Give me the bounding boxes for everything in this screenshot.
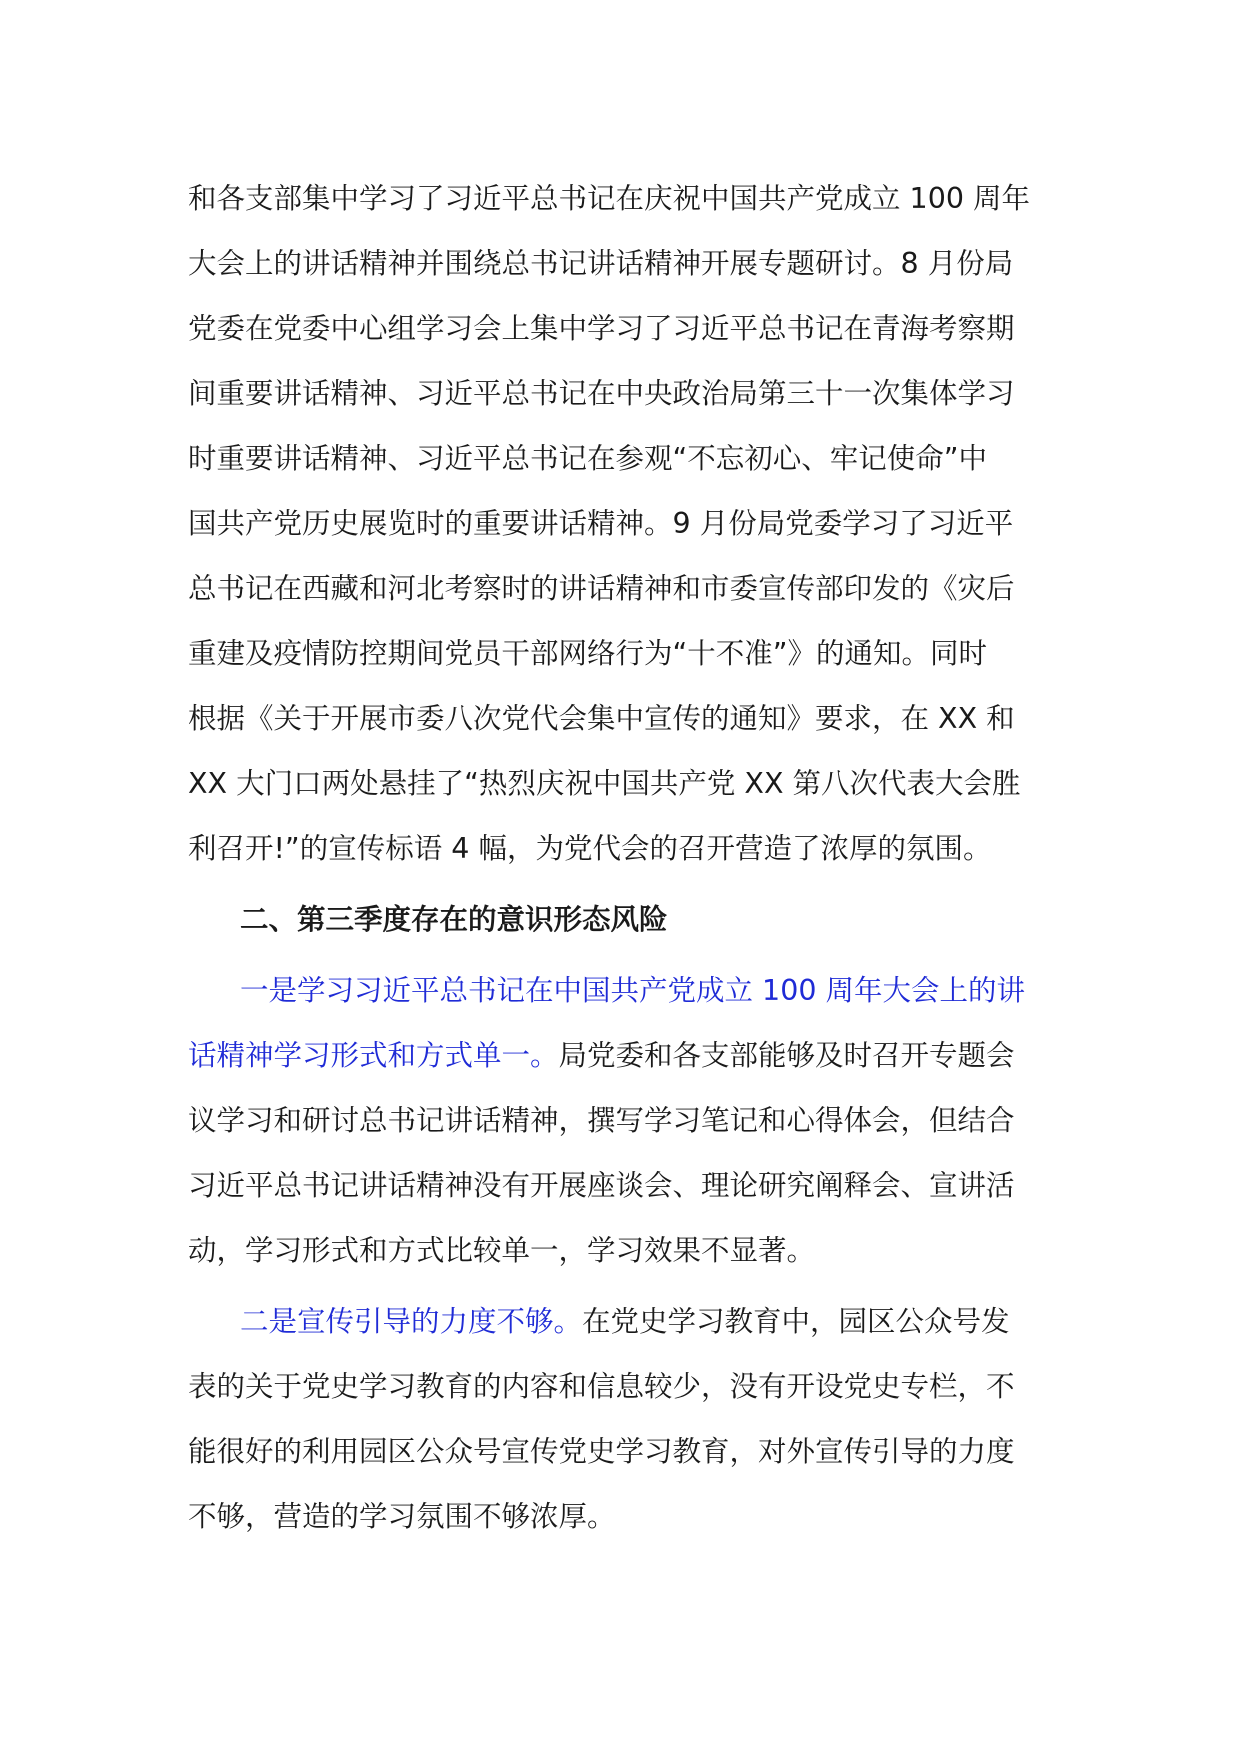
text-line: 习近平总书记讲话精神没有开展座谈会、理论研究阐释会、宣讲活 (188, 1169, 1015, 1202)
document-body (188, 166, 1054, 1549)
risk-item-text: 局党委和各支部能够及时召开专题会 (558, 1039, 1015, 1072)
text-line: 党委在党委中心组学习会上集中学习了习近平总书记在青海考察期 (188, 312, 1015, 345)
risk-item-title: 一是学习习近平总书记在中国共产党成立 100 周年大会上的讲 (240, 974, 1026, 1007)
text-line: XX 大门口两处悬挂了“热烈庆祝中国共产党 XX 第八次代表大会胜 (188, 767, 1021, 800)
text-line: 时重要讲话精神、习近平总书记在参观“不忘初心、牢记使命”中 (188, 442, 988, 475)
text-line (188, 1289, 1054, 1354)
text-line (188, 958, 1054, 1023)
risk-item-text: 在党史学习教育中，园区公众号发 (582, 1305, 1010, 1338)
paragraph-activities (188, 166, 1054, 881)
text-line: 能很好的利用园区公众号宣传党史学习教育，对外宣传引导的力度 (188, 1435, 1015, 1468)
text-line: 表的关于党史学习教育的内容和信息较少，没有开设党史专栏，不 (188, 1370, 1015, 1403)
risk-item-2 (188, 1289, 1054, 1549)
text-line (188, 1023, 1054, 1088)
text-line: 大会上的讲话精神并围绕总书记讲话精神开展专题研讨。8 月份局 (188, 247, 1014, 280)
text-line: 总书记在西藏和河北考察时的讲话精神和市委宣传部印发的《灾后 (188, 572, 1015, 605)
text-line: 重建及疫情防控期间党员干部网络行为“十不准”》的通知。同时 (188, 637, 988, 670)
text-line: 根据《关于开展市委八次党代会集中宣传的通知》要求，在 XX 和 (188, 702, 1015, 735)
text-line: 和各支部集中学习了习近平总书记在庆祝中国共产党成立 100 周年 (188, 182, 1031, 215)
section-heading: 二、第三季度存在的意识形态风险 (240, 903, 668, 936)
risk-item-title: 话精神学习形式和方式单一。 (188, 1039, 559, 1072)
text-line: 议学习和研讨总书记讲话精神，撰写学习笔记和心得体会，但结合 (188, 1104, 1015, 1137)
risk-item-title: 二是宣传引导的力度不够。 (240, 1305, 583, 1338)
text-line: 国共产党历史展览时的重要讲话精神。9 月份局党委学习了习近平 (188, 507, 1014, 540)
text-line: 不够，营造的学习氛围不够浓厚。 (188, 1500, 616, 1533)
text-line: 间重要讲话精神、习近平总书记在中央政治局第三十一次集体学习 (188, 377, 1015, 410)
risk-item-1 (188, 958, 1054, 1283)
text-line: 利召开!”的宣传标语 4 幅，为党代会的召开营造了浓厚的氛围。 (188, 832, 992, 865)
text-line: 动，学习形式和方式比较单一，学习效果不显著。 (188, 1234, 816, 1267)
